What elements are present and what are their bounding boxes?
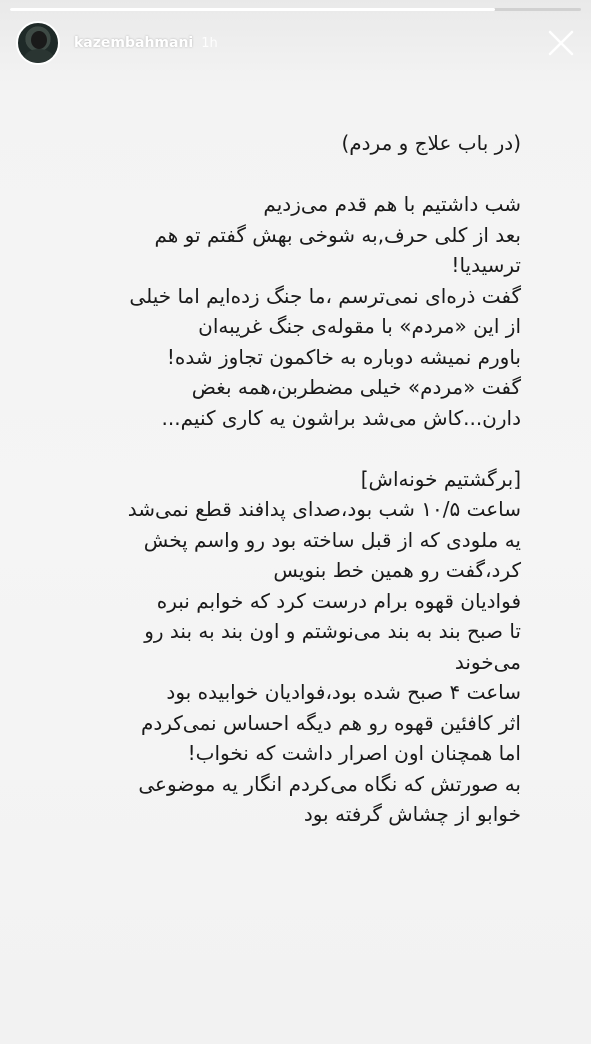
text-line: کرد،گفت رو همین خط بنویس [273,558,521,582]
post-text [60,128,521,830]
text-line: ترسیدیا! [451,253,521,277]
text-line: [برگشتیم خونه‌اش] [360,466,521,491]
paragraph-gap [60,159,521,190]
close-button[interactable] [543,25,579,61]
username[interactable]: kazembahmani [74,35,194,51]
story-progress-bar [10,8,581,11]
text-line: یه ملودی که از قبل ساخته بود رو واسم پخش [143,527,521,552]
text-line: شب داشتیم با هم قدم می‌زدیم [263,192,521,216]
text-line: از این «مردم» با مقوله‌ی جنگ غریبه‌ان [198,314,521,338]
text-line: اما همچنان اون اصرار داشت که نخواب! [187,741,521,765]
text-line: گفت «مردم» خیلی مضطربن،همه بغض [191,375,521,399]
text-line: می‌خوند [454,649,521,674]
close-icon [546,28,576,58]
post-time: 1h [201,35,218,51]
paragraph-gap [60,433,521,464]
text-line: ساعت ۴ صبح شده بود،فوادیان خوابیده بود [166,680,521,704]
story-header [16,20,579,66]
text-line: بعد از کلی حرف,به شوخی بهش گفتم تو هم [154,222,521,247]
text-line: دارن...کاش می‌شد براشون یه کاری کنیم... [161,405,521,430]
text-line: (در باب علاج و مردم) [341,131,521,155]
text-line: تا صبح بند به بند می‌نوشتم و اون بند به بند رو [144,619,521,643]
text-line: ساعت ۱۰/۵ شب بود،صدای پدافند قطع نمی‌شد [127,497,521,521]
avatar[interactable] [16,21,60,65]
text-line: خوابو از چشاش گرفته بود [303,802,521,826]
text-line: اثر کافئین قهوه رو هم دیگه احساس نمی‌کردم [140,710,521,735]
text-line: فوادیان قهوه برام درست کرد که خوابم نبره [156,588,521,613]
text-line: باورم نمیشه دوباره به خاکمون تجاوز شده! [166,344,521,369]
text-line: گفت ذره‌ای نمی‌ترسم ،ما جنگ زده‌ایم اما خیلی [129,283,521,308]
text-line: به صورتش که نگاه می‌کردم انگار یه موضوعی [138,771,521,796]
story-progress-fill [10,8,495,11]
